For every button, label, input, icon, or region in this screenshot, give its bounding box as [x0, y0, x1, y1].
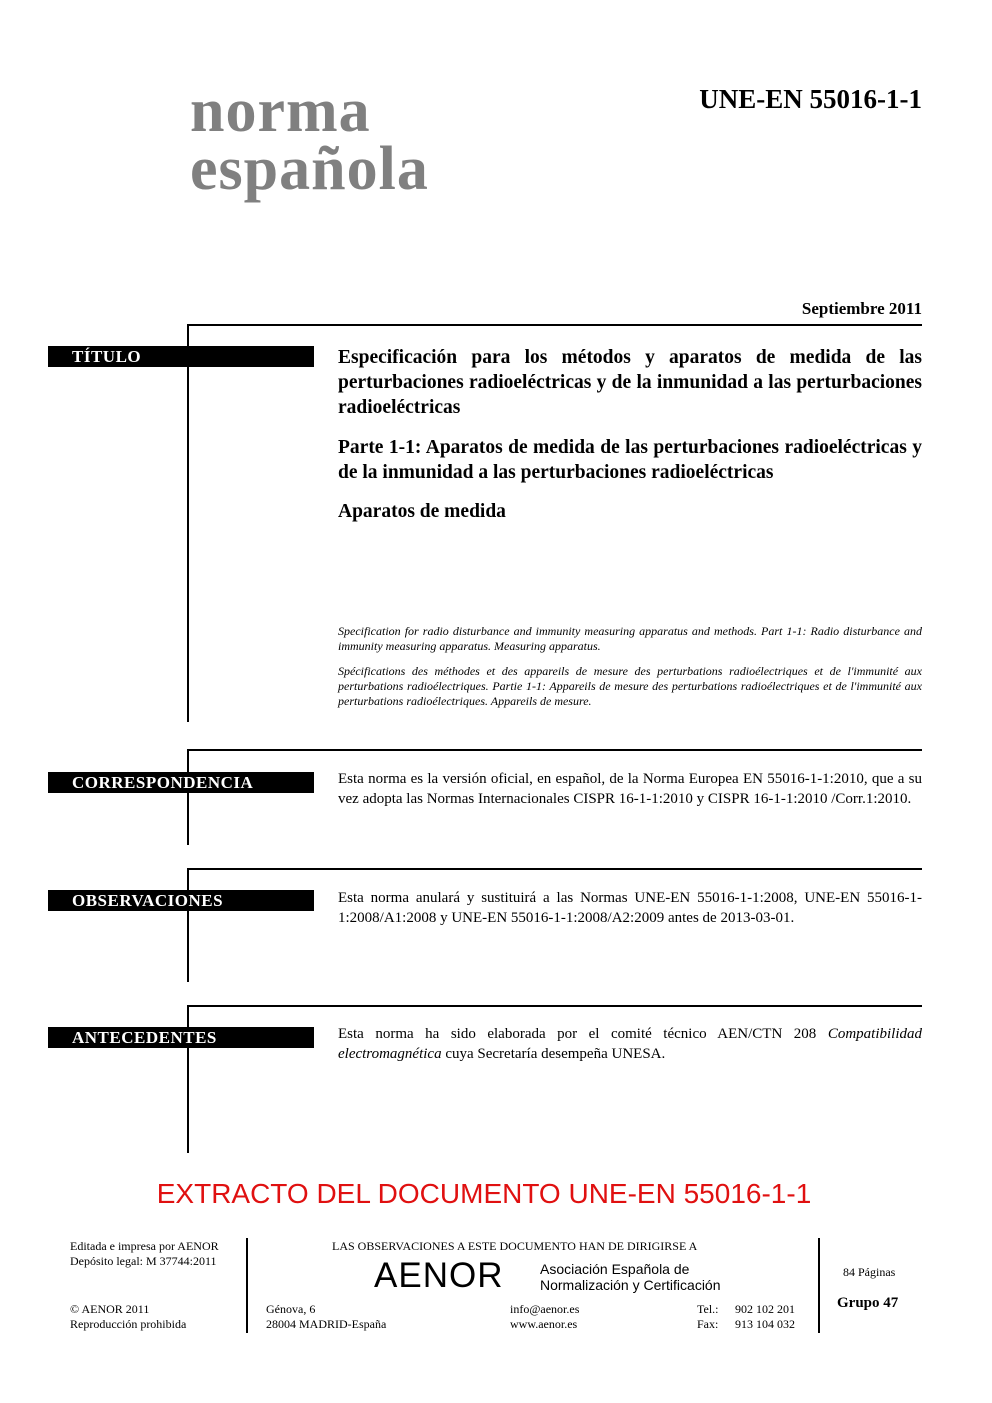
footer-address-1: Génova, 6 — [266, 1302, 316, 1316]
footer-address-2: 28004 MADRID-España — [266, 1317, 387, 1331]
committee-name: Compatibilidad electromagnética — [338, 1026, 922, 1062]
publication-date: Septiembre 2011 — [801, 299, 922, 318]
footer-fax-label: Fax: — [697, 1317, 719, 1331]
antecedentes-suffix: cuya Secretaría desempeña UNESA. — [441, 1045, 666, 1062]
section-divider — [187, 868, 189, 982]
footer-reproduction: Reproducción prohibida — [70, 1317, 187, 1331]
footer-fax: 913 104 032 — [735, 1317, 795, 1331]
footer-edited: Editada e impresa por AENOR — [70, 1239, 219, 1253]
title-block — [338, 345, 922, 524]
footer-observations-note: LAS OBSERVACIONES A ESTE DOCUMENTO HAN DE DIRIGIRSE A — [332, 1239, 698, 1253]
section-divider — [187, 749, 189, 845]
footer-email[interactable]: info@aenor.es — [510, 1302, 580, 1316]
label-titulo: TÍTULO — [48, 346, 314, 367]
footer-web[interactable]: www.aenor.es — [510, 1317, 578, 1331]
brand-title — [190, 77, 429, 203]
label-correspondencia: CORRESPONDENCIA — [48, 772, 314, 793]
antecedentes-prefix: Esta norma ha sido elaborada por el comité técnico AEN/CTN 208 — [338, 1026, 828, 1042]
section-rule — [188, 324, 922, 326]
footer-pages: 84 Páginas — [843, 1265, 896, 1279]
section-divider — [187, 324, 189, 722]
observaciones-paragraph: Esta norma anulará y sustituirá a las Normas UNE-EN 55016-1-1:2008, UNE-EN 55016-1-1:2008/A1:2008 y UNE-EN 55016-1-1:2008/A2:2009 antes de 2013-03-01. — [338, 890, 922, 926]
brand-line-2: española — [190, 135, 429, 203]
title-part: Parte 1-1: Aparatos de medida de las perturbaciones radioeléctricas y de la inmunidad a las perturbaciones radioeléctricas — [338, 437, 922, 483]
title-french: Spécifications des méthodes et des appareils de mesure des perturbations radioélectriques et de l'immunité aux perturbations radioélectriques. Partie 1-1: Appareils de mesure des perturbations radioélectriques et de l'immunité aux perturbations radioélectriques. Appareils de mesure. — [338, 664, 922, 708]
section-rule — [188, 868, 922, 870]
footer-divider-left — [246, 1238, 248, 1333]
section-rule — [188, 1005, 922, 1007]
org-line-1: Asociación Española de — [540, 1261, 690, 1277]
antecedentes-text — [338, 1025, 922, 1064]
brand-line-1: norma — [190, 77, 371, 145]
footer-divider-right — [818, 1238, 820, 1333]
observaciones-text — [338, 889, 922, 928]
footer-copyright: © AENOR 2011 — [70, 1302, 150, 1316]
standard-code: UNE-EN 55016-1-1 — [699, 84, 922, 114]
correspondencia-text — [338, 770, 922, 809]
footer-tel: 902 102 201 — [735, 1302, 795, 1316]
extract-watermark: EXTRACTO DEL DOCUMENTO UNE-EN 55016-1-1 — [156, 1178, 812, 1209]
label-antecedentes: ANTECEDENTES — [48, 1027, 314, 1048]
correspondencia-paragraph: Esta norma es la versión oficial, en español, de la Norma Europea EN 55016-1-1:2010, que a su vez adopta las Normas Internacionales CISPR 16-1-1:2010 y CISPR 16-1-1:2010 /Corr.1:2010. — [338, 771, 922, 807]
org-line-2: Normalización y Certificación — [540, 1277, 721, 1293]
section-rule — [188, 749, 922, 751]
footer-group: Grupo 47 — [837, 1295, 899, 1311]
footer-deposit: Depósito legal: M 37744:2011 — [70, 1254, 217, 1268]
title-english: Specification for radio disturbance and immunity measuring apparatus and methods. Part 1-1: Radio disturbance and immunity measuring apparatus. Measuring apparatus. — [338, 624, 922, 653]
translated-titles — [338, 624, 922, 719]
title-subpart: Aparatos de medida — [338, 501, 506, 522]
aenor-logo: AENOR — [374, 1256, 504, 1295]
footer-tel-label: Tel.: — [697, 1302, 719, 1316]
antecedentes-paragraph — [338, 1025, 922, 1064]
title-main: Especificación para los métodos y aparatos de medida de las perturbaciones radioeléctricas y de la inmunidad a las perturbaciones radioeléctricas — [338, 347, 922, 418]
label-observaciones: OBSERVACIONES — [48, 890, 314, 911]
